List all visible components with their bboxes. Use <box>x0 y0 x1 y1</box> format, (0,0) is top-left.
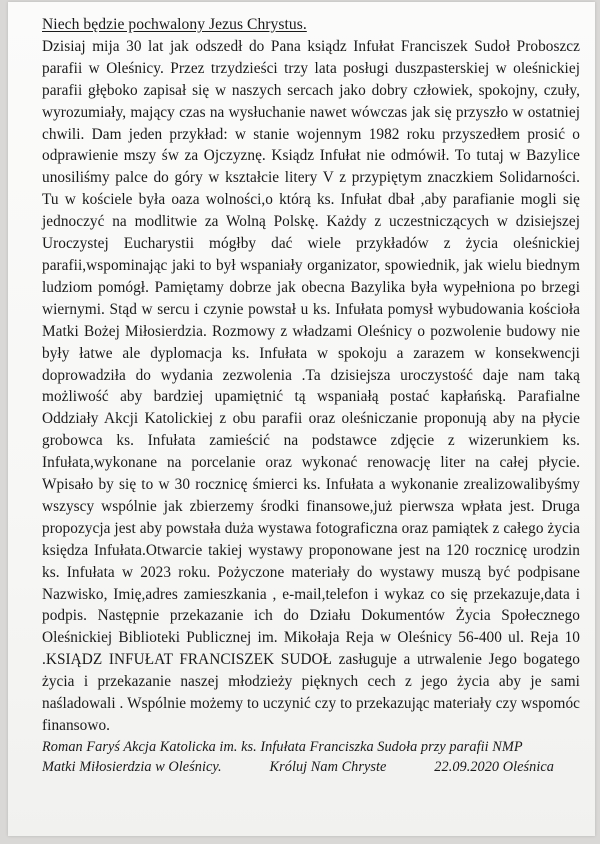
parish-name: Matki Miłosierdzia w Oleśnicy. <box>42 758 222 775</box>
document-page <box>8 2 595 836</box>
letter-footer <box>42 737 580 777</box>
signature-line: Roman Faryś Akcja Katolicka im. ks. Infułata Franciszka Sudoła przy parafii NMP <box>42 738 523 755</box>
date-place: 22.09.2020 Oleśnica <box>434 758 554 775</box>
letter-content <box>42 14 580 777</box>
letter-body: Dzisiaj mija 30 lat jak odszedł do Pana ksiądz Infułat Franciszek Sudoł Proboszcz parafii w Oleśnicy. Przez trzydzieści trzy lata posługi duszpasterskiej w oleśnickiej parafii głęboko zapisał się w naszych sercach jako dobry człowiek, spokojny, czuły, wyrozumiały, mający czas na wysłuchanie nawet wówczas jak się przyszło w ostatniej chwili. Dam jeden przykład: w stanie wojennym 1982 roku przyszedłem prosić o odprawienie mszy św za Ojczyznę. Ksiądz Infułat nie odmówił. To tutaj w Bazylice unosiliśmy palce do góry w kształcie litery V z przypiętym znaczkiem Solidarności. Tu w kościele była oaza wolności,o którą ks. Infułat dbał ,aby parafianie mogli się jednoczyć na modlitwie za Wolną Polskę. Każdy z uczestniczących w dzisiejszej Uroczystej Eucharystii mógłby dać wiele przykładów z życia oleśnickiej parafii,wspominając jaki to był wspaniały organizator, spowiednik, jak wielu biednym ludziom pomógł. Pamiętamy dobrze jak obecna Bazylika była wypełniona po brzegi wiernymi. Stąd w sercu i czynie powstał u ks. Infułata pomysł wybudowania kościoła Matki Bożej Miłosierdzia. Rozmowy z władzami Oleśnicy o pozwolenie budowy nie były łatwe ale dyplomacja ks. Infułata w spokoju a zarazem w konsekwencji doprowadziła do wydania zezwolenia .Ta dzisiejsza uroczystość daje nam taką możliwość aby bardziej upamiętnić tą wspaniałą postać kapłańską. Parafialne Oddziały Akcji Katolickiej z obu parafii oraz oleśniczanie proponują aby na płycie grobowca ks. Infułata zamieścić na podstawce zdjęcie z wizerunkiem ks. Infułata,wykonane na porcelanie oraz wykonać renowację liter na całej płycie. Wpisało by się to w 30 rocznicę śmierci ks. Infułata a wykonanie zrealizowalibyśmy wszyscy wspólnie jak zbierzemy środki finansowe,już pierwsza wpłata jest. Druga propozycja jest aby powstała duża wystawa fotograficzna oraz pamiątek z całego życia księdza Infułata.Otwarcie takiej wystawy proponowane jest na 120 rocznicę urodzin ks. Infułata w 2023 roku. Pożyczone materiały do wystawy muszą być podpisane Nazwisko, Imię,adres zamieszkania , e-mail,telefon i wykaz co się przekazuje,data i podpis. Następnie przekazanie ich do Działu Dokumentów Życia Społecznego Oleśnickiej Biblioteki Publicznej im. Mikołaja Reja w Oleśnicy 56-400 ul. Reja 10 .KSIĄDZ INFUŁAT FRANCISZEK SUDOŁ zasługuje a utrwalenie Jego bogatego życia i przekazanie naszej młodzieży pięknych cech z jego życia aby je sami naśladowali . Wspólnie możemy to uczynić czy to przekazując materiały czy wspomóc finansowo. <box>42 37 580 734</box>
closing-phrase: Króluj Nam Chryste <box>269 758 387 775</box>
greeting-heading: Niech będzie pochwalony Jezus Chrystus. <box>42 16 307 33</box>
footer-second-line <box>42 757 554 777</box>
